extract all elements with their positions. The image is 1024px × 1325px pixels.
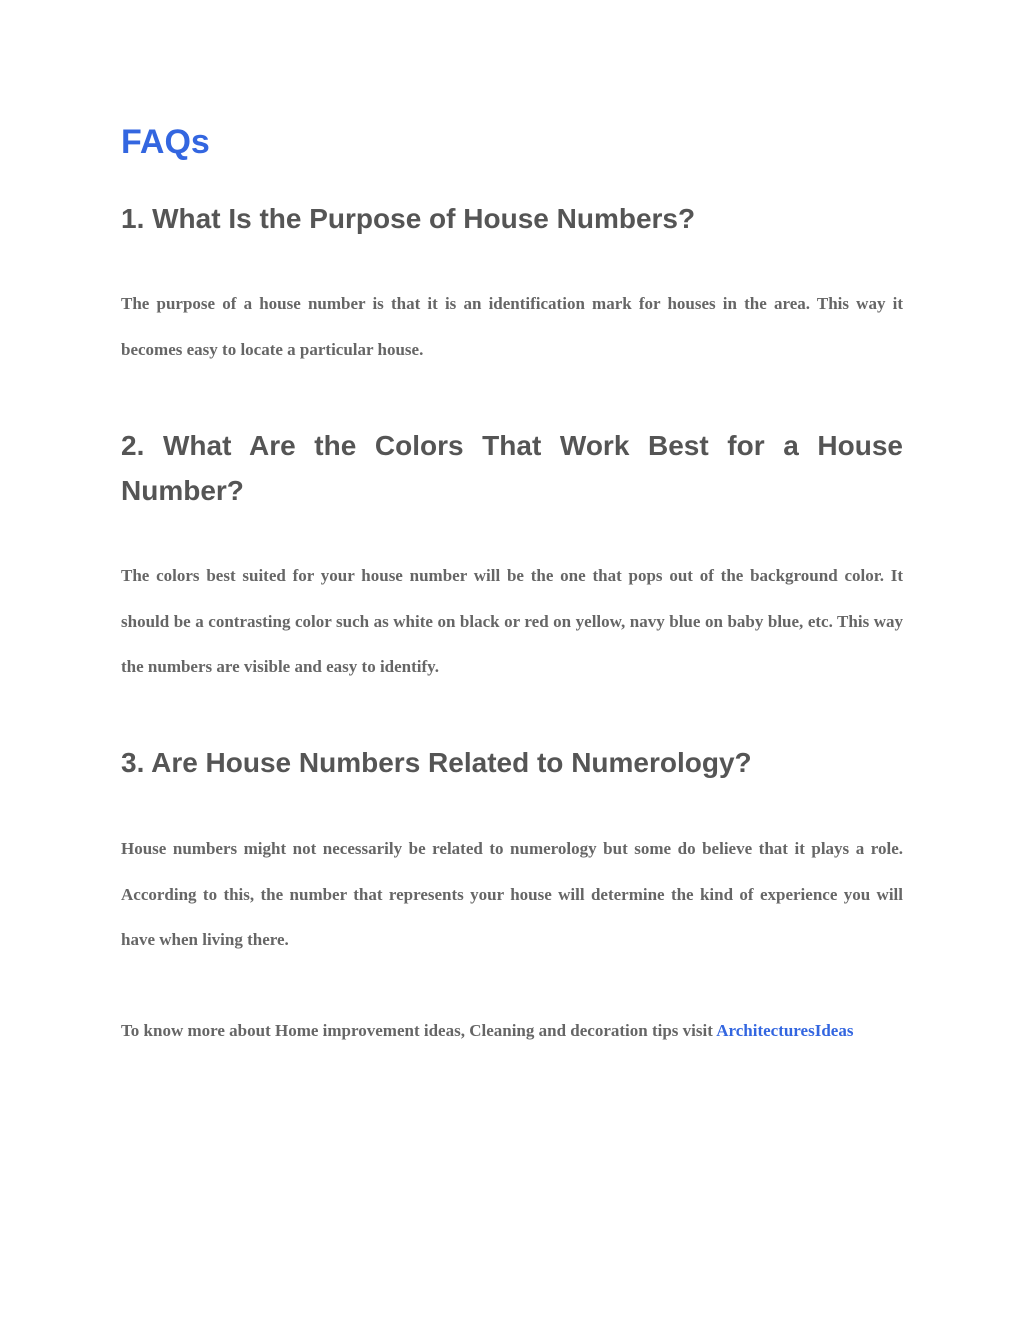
- closing-text: To know more about Home improvement ideas, Cleaning and decoration tips visit: [121, 1021, 713, 1040]
- closing-paragraph: [121, 1008, 903, 1054]
- architecturesideas-link[interactable]: ArchitecturesIdeas: [716, 1021, 854, 1040]
- page-title: FAQs: [121, 123, 210, 161]
- faq-answer-3: House numbers might not necessarily be related to numerology but some do believe that it plays a role. According to this, the number that represents your house will determine the kind of experience you will have when living there.: [121, 839, 903, 949]
- faq-question-2: 2. What Are the Colors That Work Best for a House Number?: [121, 430, 903, 506]
- faq-question-3: 3. Are House Numbers Related to Numerology?: [121, 747, 752, 778]
- faq-answer-2: The colors best suited for your house number will be the one that pops out of the background color. It should be a contrasting color such as white on black or red on yellow, navy blue on baby blue, etc. This way the numbers are visible and easy to identify.: [121, 566, 903, 676]
- faq-answer-1: The purpose of a house number is that it is an identification mark for houses in the area. This way it becomes easy to locate a particular house.: [121, 294, 903, 359]
- faq-question-1: 1. What Is the Purpose of House Numbers?: [121, 203, 696, 234]
